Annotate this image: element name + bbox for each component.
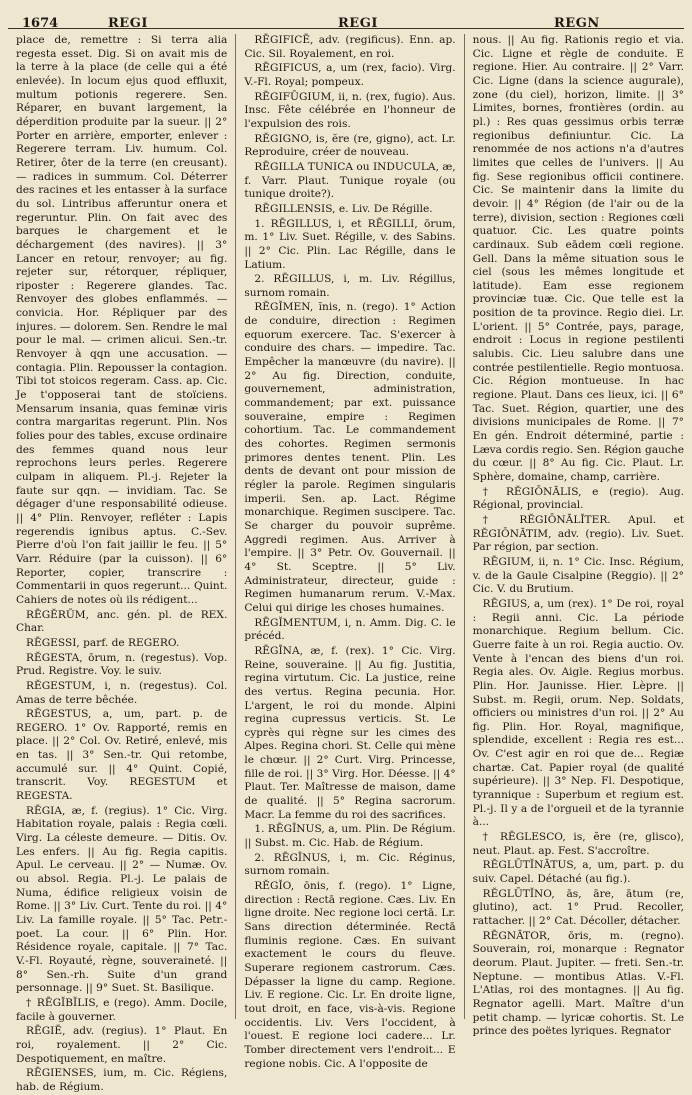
dictionary-entry: RĒGĪNA, æ, f. (rex). 1° Cic. Virg. Reine, souveraine. || Au fig. Justitia, regina virtutum. Cic. La justice, reine des vertus. Regina pecunia. Hor. L'argent, le roi du monde. Alpini regina cupressus verticis. St. Le cyprès qui règne sur les cimes des Alpes. Regina chori. St. Celle qui mène le chœur. || 2° Curt. Virg. Princesse, fille de roi. || 3° Virg. Hor. Déesse. || 4° Plaut. Ter. Maîtresse de maison, dame de qualité. || 5° Regina sacrorum. Macr. La femme du roi des sacrifices. [244,644,456,821]
dictionary-entry: RĒGILLA TUNICA ou INDUCULA, æ, f. Varr. Plaut. Tunique royale (ou tunique droite?). [244,160,456,201]
dictionary-entry: RĔGLŪTĬNO, ās, āre, ātum (re, glutino), act. 1° Prud. Recoller, rattacher. || 2° Cat. Décoller, détacher. [472,887,684,927]
dictionary-entry: RĔGIGNO, is, ĕre (re, gigno), act. Lr. Reproduire, créer de nouveau. [244,132,456,159]
dictionary-entry: RĒGIUS, a, um (rex). 1° De roi, royal : Regii anni. Cic. La période monarchique. Regium bellum. Cic. Guerre faite à un roi. Regia auctio. Ov. Vente à l'encan des biens d'un roi. Regia ales. Ov. Aigle. Regius morbus. Plin. Hor. Jaunisse. Hier. Lèpre. || Subst. m. Regii, orum. Nep. Soldats, officiers ou ministres d'un roi. || 2° Au fig. Plin. Hor. Royal, magnifique, splendide, excellent : Regia res est... Ov. C'est agir en roi que de... Regiæ chartæ. Cat. Papier royal (de qualité supérieure). || 3° Nep. Fl. Despotique, tyrannique : Superbum et regium est. Pl.-j. Il y a de l'orgueil et de la tyrannie à... [472,597,684,829]
dictionary-entry: RĒGĬMENTUM, i, n. Amm. Dig. C. le précéd. [244,616,456,643]
column-divider [235,34,236,1019]
dictionary-entry: † RĔGIŌNĀLIS, e (regio). Aug. Régional, provincial. [472,485,684,512]
dictionary-entry: RĒGIUM, ii, n. 1° Cic. Insc. Régium, v. de la Gaule Cisalpine (Reggio). || 2° Cic. V. du Brutium. [472,555,684,596]
dictionary-entry: RĔGLŪTĬNĀTUS, a, um, part. p. du suiv. Capel. Détaché (au fig.). [472,859,684,886]
dictionary-entry: RĒGESSI, parf. de REGERO. [26,636,180,649]
header-right-guideword: REGN [554,16,600,31]
dictionary-entry: RĔGĬMEN, ĭnis, n. (rego). 1° Action de conduire, direction : Regimen equorum exercere. Tac. S'exercer à conduire des chars. — impedire. Tac. Empêcher la manœuvre (du navire). || 2° Au fig. Direction, conduite, gouvernement, administration, commandement; par ext. puissance souveraine, empire : Regimen cohortium. Tac. Le commandement des cohortes. Regimen sermonis primores dentes tenent. Plin. Les dents de devant ont pour mission de régler la parole. Regimen singularis imperii. Sen. ap. Lact. Régime monarchique. Regimen suscipere. Tac. Se charger du pouvoir suprême. Aggredi regimen. Aus. Arriver à l'empire. || 3° Petr. Ov. Gouvernail. || 4° St. Sceptre. || 5° Liv. Administrateur, directeur, guide : Regimen humanarum rerum. V.-Max. Celui qui dirige les choses humaines. [244,301,456,614]
dictionary-entry: RĒGILLENSIS, e. Liv. De Régille. [254,202,433,215]
header-left-guideword: REGI [108,16,148,31]
dictionary-entry: 2. RĒGĪNUS, i, m. Cic. Réginus, surnom romain. [244,851,456,878]
dictionary-entry: 2. RĒGILLUS, i, m. Liv. Régillus, surnom romain. [244,273,456,299]
dictionary-entry: RĒGIFŪGIUM, ii, n. (rex, fugio). Aus. Insc. Fête célébrée en l'honneur de l'expulsion des rois. [244,90,456,130]
dictionary-entry: † RĔGIŌNĀLĬTER. Apul. et RĔGIŌNĀTIM, adv. (regio). Liv. Suet. Par région, par section. [472,513,684,554]
header-rule [8,28,684,29]
dictionary-entry: RĒGIA, æ, f. (regius). 1° Cic. Virg. Habitation royale, palais : Regia cœli. Virg. La céleste demeure. — Ditis. Ov. Les enfers. || Au fig. Regia capitis. Apul. Le cerveau. || 2° — Numæ. Ov. ou absol. Regia. Pl.-j. Le palais de Numa, édifice religieux voisin de Rome. || 3° Liv. Curt. Tente du roi. || 4° Liv. La famille royale. || 5° Tac. Petr.-poet. La cour. || 6° Plin. Hor. Résidence royale, capitale. || 7° Tac. V.-Fl. Royauté, règne, souveraineté. || 8° Sen.-rh. Suite d'un grand personnage. || 9° Suet. St. Basilique. [16,804,228,995]
dictionary-entry: RĔGESTUS, a, um, part. p. de REGERO. 1° Ov. Rapporté, remis en place. || 2° Col. Ov. Retiré, enlevé, mis en tas. || 3° Sen.-tr. Qui retombe, accumulé sur. || 4° Quint. Copié, transcrit. Voy. REGESTUM et REGESTA. [16,708,228,803]
columns [16,34,684,1093]
dictionary-entry: 1. RĒGILLUS, i, et RĒGILLI, ōrum, m. 1° Liv. Suet. Régille, v. des Sabins. || 2° Cic. Plin. Lac Régille, dans le Latium. [244,217,456,271]
dictionary-entry: RĒGIĒ, adv. (regius). 1° Plaut. En roi, royalement. || 2° Cic. Despotiquement, en maître. [16,1025,228,1065]
dictionary-entry: place de, remettre : Si terra alia regesta esset. Dig. Si on avait mis de la terre à la place (de celle qui a été enlevée). In locum ejus quod effluxit, multum potionis regerere. Sen. Réparer, en buvant largement, la déperdition produite par la sueur. || 2° Porter en arrière, emporter, enlever : Regerere terram. Liv. humum. Col. Retirer, ôter de la terre (en creusant). — radices in summum. Col. Déterrer des racines et les entasser à la surface du sol. Lintribus afferuntur onera et regeruntur. Plin. On fait avec des barques le chargement et le déchargement (des navires). || 3° Lancer en retour, renvoyer; au fig. rejeter sur, rétorquer, répliquer, riposter : Regerere glandes. Tac. Renvoyer des globes enflammés. — convicia. Hor. Répliquer par des injures. — dolorem. Sen. Rendre le mal pour le mal. — crimen alicui. Sen.-tr. Renvoyer à qqn une accusation. — contagia. Plin. Repousser la contagion. Tibi tot stoicos regeram. Cass. ap. Cic. Je t'opposerai tant de stoïciens. Mensarum insania, quas feminæ viris contra margaritas regerunt. Plin. Nos folies pour des tables, excuse ordinaire des femmes quand nous leur reprochons leurs perles. Regerere culpam in aliquem. Pl.-j. Rejeter la faute sur qqn. — invidiam. Tac. Se dégager d'une responsabilité odieuse. || 4° Plin. Renvoyer, refléter : Lapis regerendis ignibus aptus. C.-Sev. Pierre d'où l'on fait jaillir le feu. || 5° Varr. Réduire (par la cuisson). || 6° Reporter, copier, transcrire : Commentarii in quos regerunt... Quint. Cahiers de notes où ils rédigent... [16,34,228,606]
column-middle [244,34,456,1070]
dictionary-entry: † RĒGĬBĬLIS, e (rego). Amm. Docile, facile à gouverner. [16,996,228,1023]
dictionary-entry: RĒGIENSES, ium, m. Cic. Régiens, hab. de Régium. [16,1067,228,1093]
dictionary-entry: RĔGESTA, ōrum, n. (regestus). Vop. Prud. Registre. Voy. le suiv. [16,651,228,678]
dictionary-entry: RĒGIFICUS, a, um (rex, facio). Virg. V.-Fl. Royal; pompeux. [244,62,456,88]
dictionary-entry: 1. RĒGĪNUS, a, um. Plin. De Régium. || Subst. m. Cic. Hab. de Régium. [244,823,456,850]
page-number: 1674 [22,16,59,31]
dictionary-entry: RĒGIFICĒ, adv. (regificus). Enn. ap. Cic. Sil. Royalement, en roi. [244,34,456,60]
dictionary-entry: RĒGĔRŬM, anc. gén. pl. de REX. Char. [16,608,228,635]
column-left [16,34,228,1093]
dictionary-entry: nous. || Au fig. Rationis regio et via. Cic. Ligne et règle de conduite. E regione. Hier. Au contraire. || 2° Varr. Cic. Ligne (dans la science augurale), zone (du ciel), horizon, limite. || 3° Limites, bornes, frontières (ordin. au pl.) : Res quas gessimus orbis terræ regionibus definiuntur. Cic. La renommée de nos actions n'a d'autres limites que celles de l'univers. || Au fig. Sese regionibus officii continere. Cic. Se maintenir dans la limite du devoir. || 4° Région (de l'air ou de la terre), division, section : Regiones cœli quatuor. Cic. Les quatre points cardinaux. Sub eādem cœli regione. Gell. Dans la même situation sous le ciel (sous les mêmes longitude et latitude). Eam esse regionem provinciæ tuæ. Cic. Que telle est la position de ta province. Regio diei. Lr. L'orient. || 5° Contrée, pays, parage, endroit : Locus in regione pestilenti salubis. Cic. Lieu salubre dans une contrée pestilentielle. Regio montuosa. Cic. Région montueuse. In hac regione. Plaut. Dans ces lieux, ici. || 6° Tac. Suet. Région, quartier, une des divisions municipales de Rome. || 7° En gén. Endroit déterminé, partie : Læva cordis regio. Sen. Région gauche du cœur. || 8° Au fig. Cic. Plaut. Lr. Sphère, domaine, champ, carrière. [472,34,684,483]
column-right [472,34,684,1038]
dictionary-entry: RĔGĬO, ōnis, f. (rego). 1° Ligne, direction : Rectā regione. Cæs. Liv. En ligne droite. Nec regione loci certā. Lr. Sans direction déterminée. Rectā fluminis regione. Cæs. En suivant exactement le cours du fleuve. Superare regionem castrorum. Cæs. Dépasser la ligne du camp. Regione. Liv. E regione. Cic. Lr. En droite ligne, tout droit, en face, vis-à-vis. Regione occidentis. Liv. Vers l'occident, à l'ouest. E regione loci cadere... Lr. Tomber directement vers l'endroit... E regione nobis. Cic. A l'opposite de [244,880,456,1070]
column-divider [464,34,465,1019]
header-center-guideword: REGI [338,16,378,31]
dictionary-entry: † RĔGLESCO, is, ĕre (re, glisco), neut. Plaut. ap. Fest. S'accroître. [472,831,684,857]
dictionary-entry: RĔGESTUM, i, n. (regestus). Col. Amas de terre bêchée. [16,679,228,706]
dictionary-entry: RĒGNĀTOR, ōris, m. (regno). Souverain, roi, monarque : Regnator deorum. Plaut. Jupiter. — freti. Sen.-tr. Neptune. — montibus Atlas. V.-Fl. L'Atlas, roi des montagnes. || Au fig. Regnator agelli. Mart. Maître d'un petit champ. — lyricæ cohortis. St. Le prince des poëtes lyriques. Regnator [472,929,684,1038]
